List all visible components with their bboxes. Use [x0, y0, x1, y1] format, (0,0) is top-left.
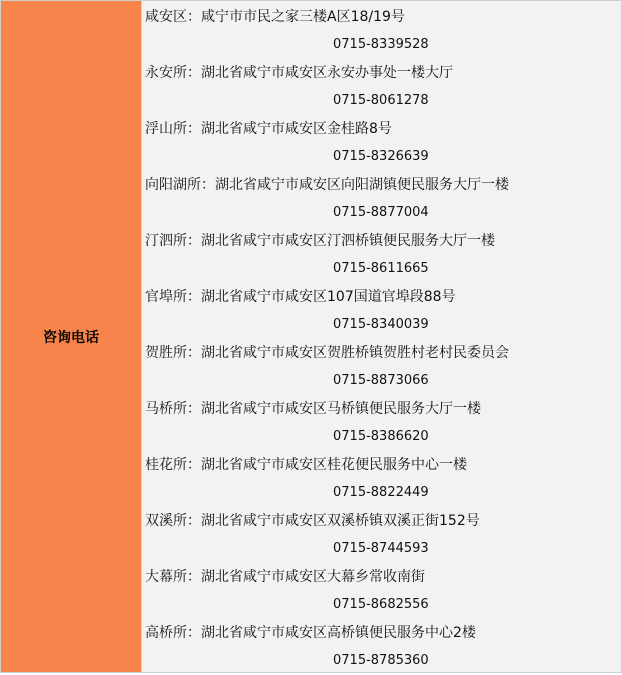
- office-phone: 0715-8785360: [333, 653, 429, 668]
- content-cell: [142, 1, 621, 672]
- office-address: 汀泗所：湖北省咸宁市咸安区汀泗桥镇便民服务大厅一楼: [145, 233, 495, 249]
- label-cell: [1, 1, 142, 672]
- contact-phone-label: 咨询电话: [43, 329, 99, 346]
- office-entry: [145, 619, 621, 675]
- office-phone: 0715-8340039: [333, 317, 429, 332]
- office-phone: 0715-8873066: [333, 373, 429, 388]
- office-entry: [145, 339, 621, 395]
- office-address: 大幕所：湖北省咸宁市咸安区大幕乡常收南街: [145, 569, 425, 585]
- office-address: 永安所：湖北省咸宁市咸安区永安办事处一楼大厅: [145, 65, 453, 81]
- office-entry: [145, 507, 621, 563]
- office-phone: 0715-8061278: [333, 93, 429, 108]
- office-address: 官埠所：湖北省咸宁市咸安区107国道官埠段88号: [145, 289, 456, 305]
- office-phone: 0715-8822449: [333, 485, 429, 500]
- office-phone: 0715-8326639: [333, 149, 429, 164]
- office-address: 高桥所：湖北省咸宁市咸安区高桥镇便民服务中心2楼: [145, 625, 476, 641]
- office-address: 马桥所：湖北省咸宁市咸安区马桥镇便民服务大厅一楼: [145, 401, 481, 417]
- office-address: 贺胜所：湖北省咸宁市咸安区贺胜桥镇贺胜村老村民委员会: [145, 345, 509, 361]
- office-phone: 0715-8682556: [333, 597, 429, 612]
- office-address: 双溪所：湖北省咸宁市咸安区双溪桥镇双溪正街152号: [145, 513, 480, 529]
- office-phone: 0715-8877004: [333, 205, 429, 220]
- office-entry: [145, 115, 621, 171]
- office-address: 桂花所：湖北省咸宁市咸安区桂花便民服务中心一楼: [145, 457, 467, 473]
- office-entry: [145, 3, 621, 59]
- office-entry: [145, 227, 621, 283]
- office-entry: [145, 59, 621, 115]
- office-entry: [145, 563, 621, 619]
- office-entry: [145, 283, 621, 339]
- office-phone: 0715-8611665: [333, 261, 429, 276]
- office-phone: 0715-8744593: [333, 541, 429, 556]
- office-phone: 0715-8339528: [333, 37, 429, 52]
- office-address: 咸安区：咸宁市市民之家三楼A区18/19号: [145, 9, 405, 25]
- office-entry: [145, 395, 621, 451]
- office-entry: [145, 171, 621, 227]
- office-phone: 0715-8386620: [333, 429, 429, 444]
- office-address: 浮山所：湖北省咸宁市咸安区金桂路8号: [145, 121, 392, 137]
- office-entry: [145, 451, 621, 507]
- office-address: 向阳湖所：湖北省咸宁市咸安区向阳湖镇便民服务大厅一楼: [145, 177, 509, 193]
